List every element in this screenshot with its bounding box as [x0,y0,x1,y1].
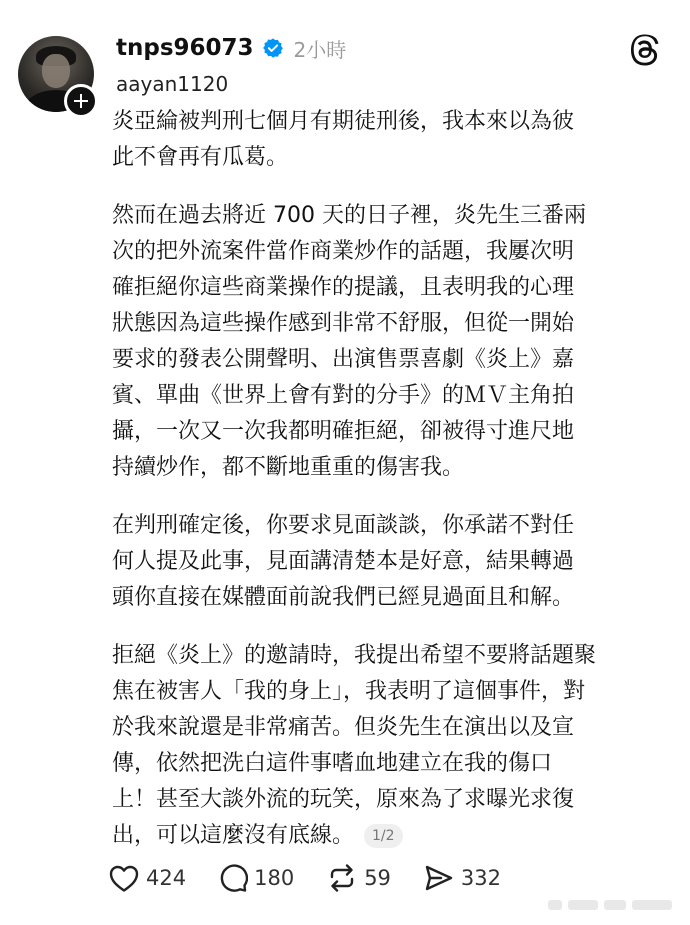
post-paragraph-1: 炎亞綸被判刑七個月有期徒刑後，我本來以為彼 此不會再有瓜葛。 [112,109,575,170]
post-body [112,104,672,854]
watermark [548,897,678,913]
comment-bubble-icon [218,863,248,893]
verified-badge-icon [262,37,284,59]
like-button[interactable] [108,863,186,893]
threads-logo-icon[interactable] [630,34,662,66]
plus-icon [73,93,89,109]
share-button[interactable] [423,863,501,893]
post-header [116,30,346,66]
page-indicator[interactable]: 1/2 [364,824,403,848]
post-paragraph-3: 在判刑確定後，你要求見面談談，你承諾不對任 何人提及此事，見面講清楚本是好意，結果轉過 頭你直接在媒體面前說我們已經見過面且和解。 [112,513,575,610]
repost-button[interactable] [326,863,391,893]
avatar-face [42,54,70,88]
share-count: 332 [460,866,502,890]
like-count: 424 [146,866,187,890]
username[interactable]: tnps96073 [116,35,254,61]
repost-count: 59 [364,866,391,890]
action-bar [108,858,533,898]
follow-button[interactable] [64,84,98,118]
comment-count: 180 [254,866,295,890]
comment-button[interactable] [218,863,294,893]
repost-icon [326,863,358,893]
reply-to-username[interactable]: aayan1120 [116,72,229,96]
post-paragraph-4: 拒絕《炎上》的邀請時，我提出希望不要將話題聚 焦在被害人「我的身上」，我表明了這個事件，對 於我來說還是非常痛苦。但炎先生在演出以及宣 傳，依然把洗白這件事嗜血地建立在我的傷口 上！甚至大談外流的玩笑，原來為了求曝光求復 出，可以這麼沒有底線。 [112,643,597,848]
heart-icon [108,863,140,893]
send-icon [423,863,455,893]
post-paragraph-2: 然而在過去將近 700 天的日子裡，炎先生三番兩 次的把外流案件當作商業炒作的話題，我屢次明 確拒絕你這些商業操作的提議，且表明我的心理 狀態因為這些操作感到非常不舒服，但從一開始 要求的發表公開聲明、出演售票喜劇《炎上》嘉 賓、單曲《世界上會有對的分手》的ＭＶ主角拍 攝，一次又一次我都明確拒絕，卻被得寸進尺地 持續炒作，都不斷地重重的傷害我。 [112,203,586,480]
post-time: 2小時 [293,37,347,62]
